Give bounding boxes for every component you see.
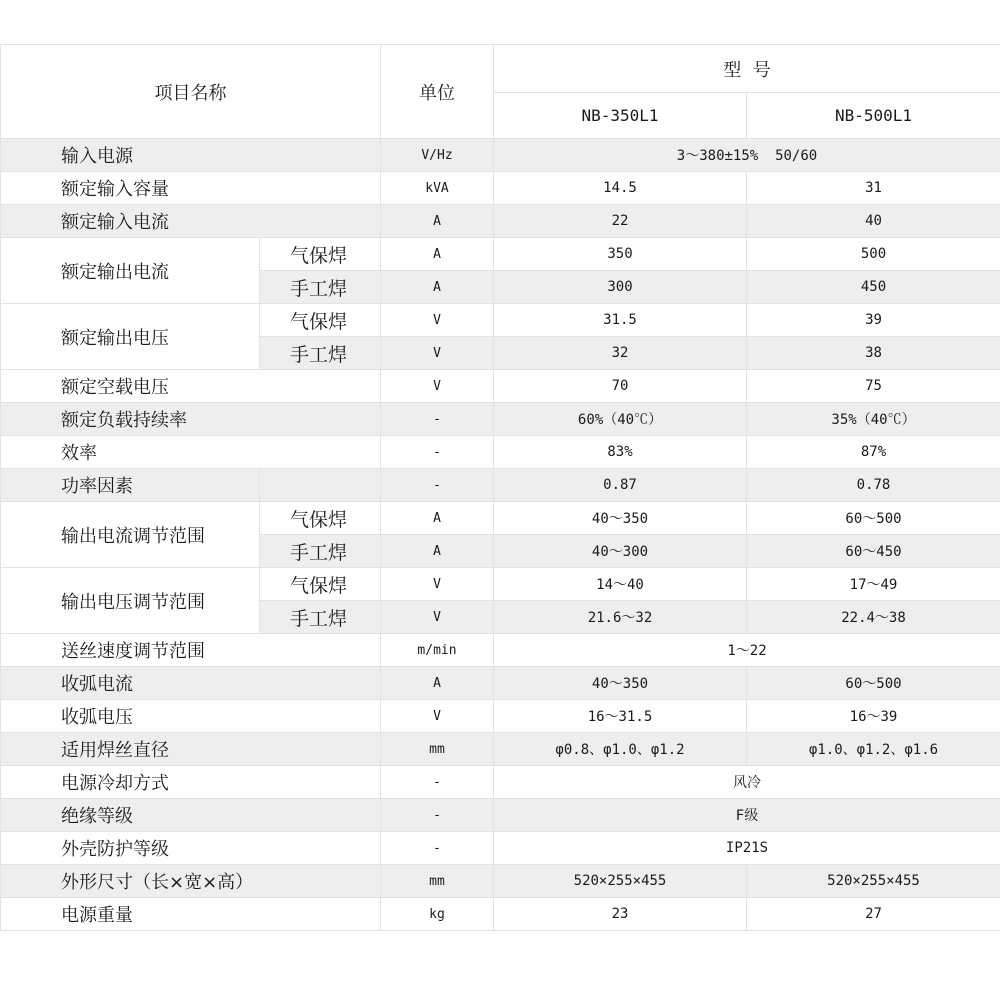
value-model-1: 40～300: [494, 535, 747, 568]
item-name: 额定输出电流: [1, 238, 260, 304]
item-subtype: 气保焊: [260, 502, 381, 535]
value-model-2: 31: [747, 172, 1000, 205]
item-subtype-empty: [260, 469, 381, 502]
item-name: 收弧电压: [1, 700, 381, 733]
item-name: 额定输出电压: [1, 304, 260, 370]
value-both-models: 1～22: [494, 634, 1000, 667]
value-model-1: 60%（40℃）: [494, 403, 747, 436]
item-name: 适用焊丝直径: [1, 733, 381, 766]
value-model-2: 75: [747, 370, 1000, 403]
item-subtype: 气保焊: [260, 238, 381, 271]
spec-row: [1, 832, 1000, 865]
value-model-1: 40～350: [494, 502, 747, 535]
value-model-2: 38: [747, 337, 1000, 370]
item-name: 输入电源: [1, 139, 381, 172]
value-model-1: 14.5: [494, 172, 747, 205]
item-unit: kVA: [381, 172, 494, 205]
spec-row: [1, 205, 1000, 238]
value-model-2: 0.78: [747, 469, 1000, 502]
value-model-2: 39: [747, 304, 1000, 337]
item-name: 收弧电流: [1, 667, 381, 700]
item-unit: -: [381, 403, 494, 436]
value-model-2: 17～49: [747, 568, 1000, 601]
item-subtype: 手工焊: [260, 601, 381, 634]
model-2-header: NB-500L1: [747, 93, 1000, 139]
spec-row: [1, 700, 1000, 733]
item-unit: V: [381, 601, 494, 634]
value-both-models: IP21S: [494, 832, 1000, 865]
item-unit: -: [381, 766, 494, 799]
spec-row: [1, 403, 1000, 436]
item-name: 绝缘等级: [1, 799, 381, 832]
spec-row: [1, 733, 1000, 766]
value-model-2: 450: [747, 271, 1000, 304]
value-model-2: φ1.0、φ1.2、φ1.6: [747, 733, 1000, 766]
item-unit: A: [381, 502, 494, 535]
value-model-2: 35%（40℃）: [747, 403, 1000, 436]
value-model-1: 23: [494, 898, 747, 931]
spec-row: [1, 667, 1000, 700]
value-model-2: 60～500: [747, 667, 1000, 700]
value-model-2: 87%: [747, 436, 1000, 469]
spec-row: [1, 436, 1000, 469]
item-name: 功率因素: [1, 469, 260, 502]
value-model-1: φ0.8、φ1.0、φ1.2: [494, 733, 747, 766]
item-name: 电源冷却方式: [1, 766, 381, 799]
item-subtype: 手工焊: [260, 271, 381, 304]
item-name: 外壳防护等级: [1, 832, 381, 865]
value-model-2: 60～500: [747, 502, 1000, 535]
item-subtype: 气保焊: [260, 568, 381, 601]
spec-row: [1, 568, 1000, 601]
item-unit: V: [381, 700, 494, 733]
item-unit: V: [381, 304, 494, 337]
value-model-1: 70: [494, 370, 747, 403]
item-name: 输出电流调节范围: [1, 502, 260, 568]
header-row-1: [1, 45, 1000, 93]
value-both-models: 3～380±15% 50/60: [494, 139, 1000, 172]
value-model-1: 40～350: [494, 667, 747, 700]
item-subtype: 手工焊: [260, 535, 381, 568]
item-name: 送丝速度调节范围: [1, 634, 381, 667]
item-unit: mm: [381, 733, 494, 766]
value-model-2: 16～39: [747, 700, 1000, 733]
item-unit: V: [381, 568, 494, 601]
value-model-2: 60～450: [747, 535, 1000, 568]
item-name: 额定输入容量: [1, 172, 381, 205]
item-name: 额定空载电压: [1, 370, 381, 403]
spec-row: [1, 370, 1000, 403]
spec-row: [1, 304, 1000, 337]
value-model-1: 0.87: [494, 469, 747, 502]
item-unit: A: [381, 535, 494, 568]
spec-row: [1, 898, 1000, 931]
item-name: 效率: [1, 436, 381, 469]
spec-row: [1, 172, 1000, 205]
spec-body: [1, 139, 1000, 931]
value-model-1: 14～40: [494, 568, 747, 601]
model-1-header: NB-350L1: [494, 93, 747, 139]
item-unit: m/min: [381, 634, 494, 667]
value-model-1: 16～31.5: [494, 700, 747, 733]
value-model-1: 31.5: [494, 304, 747, 337]
item-unit: kg: [381, 898, 494, 931]
item-subtype: 气保焊: [260, 304, 381, 337]
value-model-2: 500: [747, 238, 1000, 271]
spec-row: [1, 502, 1000, 535]
item-unit: V: [381, 370, 494, 403]
item-unit: A: [381, 271, 494, 304]
spec-row: [1, 139, 1000, 172]
spec-row: [1, 766, 1000, 799]
value-model-1: 300: [494, 271, 747, 304]
value-model-2: 27: [747, 898, 1000, 931]
item-name: 额定负载持续率: [1, 403, 381, 436]
item-unit: -: [381, 436, 494, 469]
value-both-models: F级: [494, 799, 1000, 832]
spec-row: [1, 634, 1000, 667]
item-name: 额定输入电流: [1, 205, 381, 238]
spec-table: [0, 44, 1000, 931]
spec-row: [1, 865, 1000, 898]
item-unit: -: [381, 832, 494, 865]
value-model-1: 32: [494, 337, 747, 370]
value-model-1: 83%: [494, 436, 747, 469]
value-model-1: 350: [494, 238, 747, 271]
unit-header: 单位: [381, 45, 494, 139]
spec-row: [1, 469, 1000, 502]
item-unit: -: [381, 469, 494, 502]
value-model-1: 21.6～32: [494, 601, 747, 634]
item-name: 电源重量: [1, 898, 381, 931]
value-both-models: 风冷: [494, 766, 1000, 799]
spec-row: [1, 799, 1000, 832]
item-unit: A: [381, 667, 494, 700]
spec-row: [1, 238, 1000, 271]
value-model-2: 520×255×455: [747, 865, 1000, 898]
item-name: 输出电压调节范围: [1, 568, 260, 634]
item-unit: V: [381, 337, 494, 370]
item-name-header: 项目名称: [1, 45, 381, 139]
item-unit: V/Hz: [381, 139, 494, 172]
item-unit: -: [381, 799, 494, 832]
item-name: 外形尺寸（长×宽×高）: [1, 865, 381, 898]
item-unit: A: [381, 238, 494, 271]
value-model-1: 22: [494, 205, 747, 238]
item-unit: A: [381, 205, 494, 238]
value-model-1: 520×255×455: [494, 865, 747, 898]
value-model-2: 40: [747, 205, 1000, 238]
model-header: 型 号: [494, 45, 1000, 93]
item-unit: mm: [381, 865, 494, 898]
item-subtype: 手工焊: [260, 337, 381, 370]
value-model-2: 22.4～38: [747, 601, 1000, 634]
